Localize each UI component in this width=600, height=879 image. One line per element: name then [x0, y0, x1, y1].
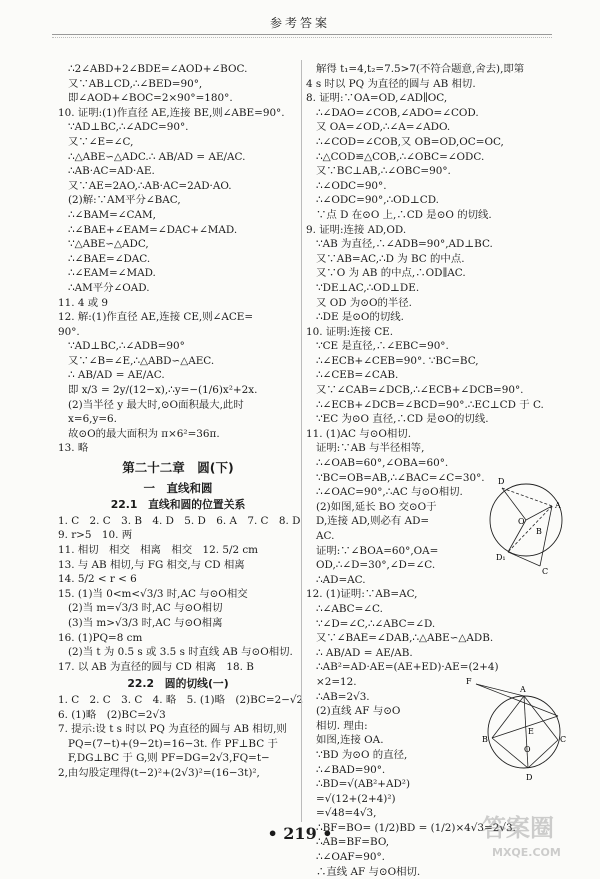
answer-line: 又 OD 为⊙O的半径. — [316, 296, 412, 309]
answer-line: (2)直线 AF 与⊙O — [316, 705, 401, 718]
fig2-label-c: C — [560, 735, 567, 744]
answer-line: ∵EC 为⊙O 直径,∴CD 是⊙O的切线. — [316, 413, 489, 426]
fig1-label-d1: D₁ — [496, 553, 506, 562]
answer-line: 9. 证明:连接 AD,OD. — [306, 223, 407, 236]
watermark-line2: MXQE.COM — [492, 846, 561, 859]
answer-line: 7. 提示:设 t s 时以 PQ 为直径的圆与 AB 相切,则 — [58, 723, 287, 736]
answer-line: (2)当 t 为 0.5 s 或 3.5 s 时直线 AB 与⊙O相切. — [68, 646, 293, 659]
answer-line: 故⊙O的最大面积为 π×6²=36π. — [68, 427, 220, 440]
answer-line: 2,由勾股定理得(t−2)²+(2√3)²=(16−3t)², — [58, 766, 260, 779]
answer-line: ∴ AB/AD = AE/AB. — [316, 646, 413, 659]
answer-line: OD,∴∠D=30°,∠D=∠C. — [316, 559, 436, 572]
answer-line: ∴直线 AF 与⊙O相切. — [316, 865, 421, 878]
answer-line: 17. 以 AB 为直径的圆与 CD 相离 18. B — [58, 660, 254, 673]
answer-line: ∴AD=AC. — [316, 573, 366, 586]
answer-line: 相切. 理由: — [316, 719, 368, 732]
answer-line: ∴∠OAC=90°,∴AC 与⊙O相切. — [316, 486, 463, 499]
answer-line: ∴AB=BF=BO, — [316, 836, 390, 849]
answer-line: =√48=4√3, — [316, 807, 377, 820]
answer-line: 又 OA=∠OD,∴∠A=∠ADO. — [316, 121, 451, 134]
answer-line: 证明:∵∠BOA=60°,OA= — [316, 544, 439, 557]
answer-line: ×2=12. — [316, 675, 357, 688]
fig1-label-a: A — [555, 501, 561, 510]
watermark-logo — [478, 806, 588, 862]
answer-line: ∴∠ODC=90°. — [316, 179, 387, 192]
answer-line: 1. C 2. C 3. C 4. 略 5. (1)略 (2)BC=2−√2 — [58, 693, 304, 706]
answer-line: 4 s 时以 PQ 为直径的圆与 AB 相切. — [306, 77, 476, 90]
fig2-label-e: E — [528, 727, 534, 736]
answer-line: ∵AD⊥BC,∴∠ADB=90° — [68, 340, 185, 353]
fig1-label-b: B — [536, 527, 542, 536]
answer-line: ∵BC=OB=AB,∴∠BAC=∠C=30°. — [316, 471, 485, 484]
answer-line: =√(12+(2+4)²) — [316, 792, 396, 805]
answer-line: ∴∠CEB=∠CAB. — [316, 369, 399, 382]
answer-line: ∴∠BAE+∠EAM=∠DAC+∠MAD. — [68, 223, 238, 236]
left-column — [58, 62, 304, 781]
watermark-line1: 答案圈 — [482, 814, 554, 842]
answer-line: ∵DE⊥AC,∴OD⊥DE. — [316, 281, 420, 294]
chapter-title: 第二十二章 圆(下) — [122, 460, 234, 476]
header-rule — [52, 34, 552, 35]
answer-line: 13. 略 — [58, 442, 89, 455]
section-title: 一 直线和圆 — [143, 480, 213, 495]
answer-line: (2)如图,延长 BO 交⊙O于 — [316, 500, 437, 513]
answer-line: 又∵∠BAE=∠DAB,∴△ABE∽△ADB. — [316, 632, 494, 645]
answer-line: 16. (1)PQ=8 cm — [58, 631, 143, 644]
answer-line: 又∵∠CAB=∠DCB,∴∠ECB+∠DCB=90°. — [316, 384, 524, 397]
answer-line: 15. (1)当 0<m<√3/3 时,AC 与⊙O相交 — [58, 587, 248, 600]
answer-line: 又∵AE=2AO,∴AB·AC=2AD·AO. — [68, 179, 232, 192]
fig2-label-a: A — [520, 685, 526, 694]
answer-line: ∴∠BAE=∠DAC. — [68, 252, 151, 265]
left-answers-part-2 — [58, 514, 301, 675]
answer-line: 8. 证明:∵OA=OD,∠AD∥OC, — [306, 92, 448, 105]
answer-line: 90°. — [58, 325, 80, 338]
answer-line: ∴∠ECB+∠DCB=∠BCD=90°.∴EC⊥CD 于 C. — [316, 398, 544, 411]
answer-line: ∴∠BAM=∠CAM, — [68, 208, 156, 221]
answer-line: ∴∠OAF=90°. — [316, 851, 385, 864]
answer-line: ∴△COD≌△COB,∴∠OBC=∠ODC. — [316, 150, 485, 163]
answer-line: ∴∠ODC=90°,∴OD⊥CD. — [316, 194, 439, 207]
answer-line: ∴AB²=AD·AE=(AE+ED)·AE=(2+4) — [316, 661, 499, 674]
answer-line: (2)解:∵AM平分∠BAC, — [68, 194, 181, 207]
answer-line: 13. 与 AB 相切,与 FG 相交,与 CD 相离 — [58, 558, 245, 571]
answer-line: 6. (1)略 (2)BC=2√3 — [58, 708, 166, 721]
answer-line: 12. 解:(1)作直径 AE,连接 CE,则∠ACE= — [58, 311, 254, 324]
answer-line: 又∵∠B=∠E,∴△ABD∽△AEC. — [68, 354, 215, 367]
answer-line: (2)当半径 y 最大时,⊙O面积最大,此时 — [68, 398, 244, 411]
answer-line: ∴∠COD=∠COB,又 OB=OD,OC=OC, — [316, 135, 504, 148]
answer-line: ∴∠EAM=∠MAD. — [68, 267, 156, 280]
left-answers-part-1 — [58, 62, 298, 456]
answer-line: (3)当 m>√3/3 时,AC 与⊙O相离 — [68, 616, 223, 629]
answer-line: ∴2∠ABD+2∠BDE=∠AOD+∠BOC. — [68, 63, 248, 75]
answer-line: ∴BD=√(AB²+AD²) — [316, 778, 411, 791]
answer-line: ∵AD⊥BC,∴∠ADC=90°. — [68, 121, 189, 134]
answer-line: 又∵AB=AC,∴D 为 BC 的中点. — [316, 252, 465, 265]
answer-line: ∴∠BAD=90°. — [316, 763, 386, 776]
column-divider — [301, 60, 302, 822]
answer-line: ∴∠ABC=∠C. — [316, 602, 383, 615]
answer-line: 10. 证明:连接 CE. — [306, 325, 394, 338]
answer-line: 1. C 2. C 3. B 4. D 5. D 6. A 7. C 8. D — [58, 514, 301, 527]
answer-line: ∴∠ECB+∠CEB=90°. ∵BC=BC, — [316, 354, 479, 367]
answer-line: ∴∠DAO=∠COB,∠ADO=∠COD. — [316, 106, 479, 119]
answer-line: PQ=(7−t)+(9−2t)=16−3t. 作 PF⊥BC 于 — [68, 737, 278, 750]
fig1-label-o: O — [518, 517, 525, 526]
figure-circle-tangent-af — [462, 672, 572, 784]
page-number: • 219 • — [267, 824, 333, 843]
answer-line: ∴∠OAB=60°,∠OBA=60°. — [316, 457, 449, 470]
fig1-label-c: C — [542, 567, 549, 576]
answer-line: AC. — [316, 530, 335, 542]
answer-line: 即∠AOD+∠BOC=2×90°=180°. — [68, 92, 233, 105]
header-rule-dotted — [52, 37, 552, 38]
answer-line: 11. 4 或 9 — [58, 296, 109, 309]
answer-line: F,DG⊥BC 于 G,则 PF=DG=2√3,FQ=t− — [68, 752, 270, 765]
answer-line: ∴ AB/AD = AE/AC. — [68, 369, 165, 382]
page-header: 参考答案 — [269, 16, 330, 30]
answer-line: D,连接 AD,则必有 AD= — [316, 515, 430, 528]
answer-line: ∵∠D=∠C,∴∠ABC=∠D. — [316, 617, 436, 630]
answer-line: ∵CE 是直径,∴∠EBC=90°. — [316, 340, 449, 353]
fig1-label-d: D — [498, 477, 505, 486]
answer-line: 又∵O 为 AB 的中点,∴OD∥AC. — [316, 267, 466, 280]
left-answers-part-3 — [58, 693, 304, 781]
subsection-title-22-2: 22.2 圆的切线(一) — [127, 677, 229, 691]
answer-line: 证明:∵AB 与半径相等, — [316, 442, 425, 455]
answer-line: 解得 t₁=4,t₂=7.5>7(不符合题意,舍去),即第 — [316, 63, 525, 75]
answer-line: 11. (1)AC 与⊙O相切. — [306, 427, 412, 440]
answer-line: (2)当 m=√3/3 时,AC 与⊙O相切 — [68, 602, 223, 615]
answer-line: 14. 5/2 < r < 6 — [58, 573, 137, 586]
answer-line: 即 x/3 = 2y/(12−x),∴y=−(1/6)x²+2x. — [68, 384, 258, 397]
answer-line: ∴△ABE∽△ADC.∴ AB/AD = AE/AC. — [68, 150, 246, 163]
fig2-label-d: D — [526, 773, 533, 782]
answer-line: 11. 相切 相交 相离 相交 12. 5/2 cm — [58, 544, 259, 556]
answer-line: ∵△ABE∽△ADC, — [68, 238, 149, 251]
answer-line: 又∵∠E=∠C, — [68, 135, 134, 148]
fig2-label-f: F — [466, 677, 472, 686]
answer-line: ∴AM平分∠OAD. — [68, 281, 150, 294]
answer-line: ∵BD 为⊙O 的直径, — [316, 748, 408, 761]
figure-circle-tangent — [482, 468, 572, 578]
answer-line: ∴AB=2√3. — [316, 690, 370, 703]
answer-line: ∵AB 为直径,∴∠ADB=90°,AD⊥BC. — [316, 238, 493, 251]
fig2-label-o: O — [524, 745, 531, 754]
answer-line: ∴BF=BO= (1/2)BD = (1/2)×4√3=2√3. — [316, 821, 516, 834]
answer-line: 9. r>5 10. 两 — [58, 529, 133, 542]
answer-line: ∴AB·AC=AD·AE. — [68, 165, 155, 178]
answer-line: ∴DE 是⊙O的切线. — [316, 311, 404, 324]
answer-line: 10. 证明:(1)作直径 AE,连接 BE,则∠ABE=90°. — [58, 106, 285, 119]
answer-line: 又∵AB⊥CD,∴∠BED=90°, — [68, 77, 203, 90]
answer-line: 12. (1)证明:∵AB=AC, — [306, 588, 418, 601]
answer-line: x=6,y=6. — [68, 413, 117, 426]
answer-line: 如图,连接 OA. — [316, 734, 384, 747]
fig2-label-b: B — [482, 735, 488, 744]
answer-line: 又∵BC⊥AB,∴∠OBC=90°. — [316, 165, 451, 178]
subsection-title-22-1: 22.1 直线和圆的位置关系 — [110, 498, 246, 512]
answer-line: ∵点 D 在⊙O 上,∴CD 是⊙O 的切线. — [316, 208, 492, 221]
